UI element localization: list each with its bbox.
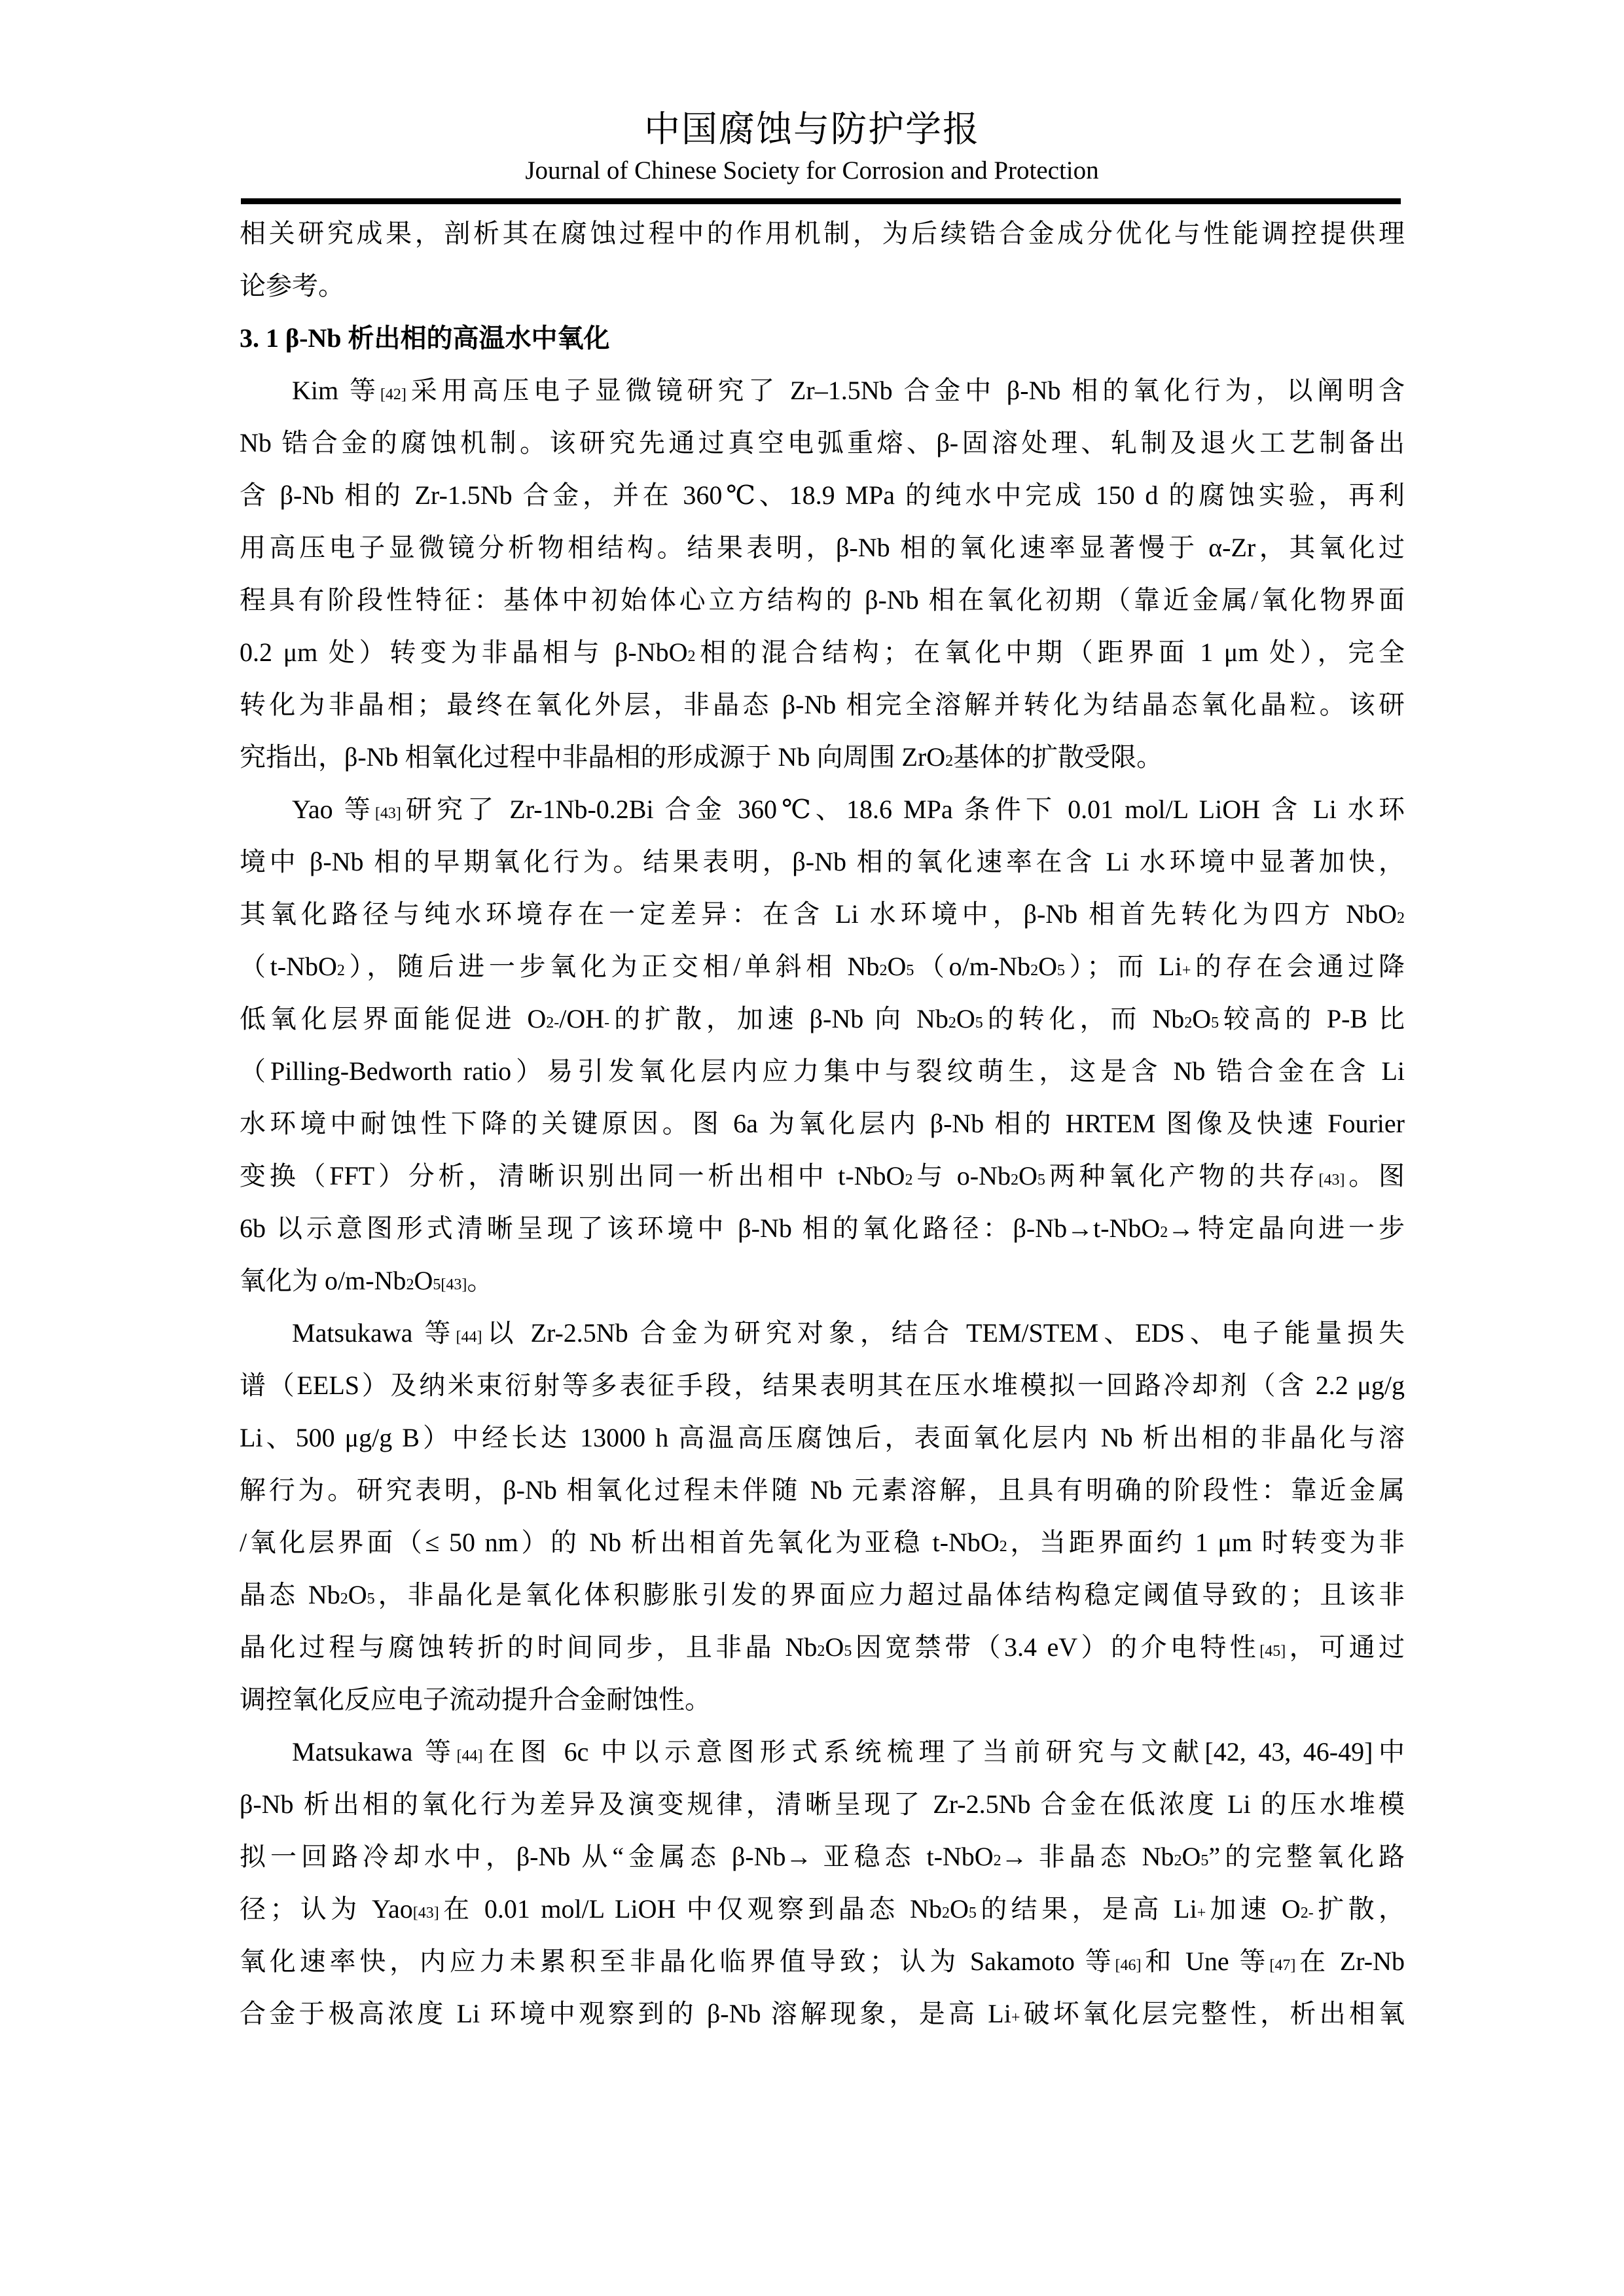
- text-line: Nb 锆合金的腐蚀机制。该研究先通过真空电弧重熔、β-固溶处理、轧制及退火工艺制备出: [240, 428, 1405, 457]
- text-line: 谱（EELS）及纳米束衍射等多表征手段，结果表明其在压水堆模拟一回路冷却剂（含 2.2 μg/g: [240, 1371, 1405, 1400]
- text-line: （t-NbO$_2$），随后进一步氧化为正交相/单斜相 $Nb_2O_5(o/m-Nb_2O_5)$；而 Li+的存在会通过降: [240, 952, 1405, 981]
- text-line: Kim 等[42]采用高压电子显微镜研究了 Zr–1.5Nb 合金中 β-Nb 相的氧化行为，以阐明含: [292, 376, 1405, 405]
- text-line: 拟一回路冷却水中，β-Nb 从“金属态 β-Nb→ 亚稳态 t-NbO$_2$→ 非晶态 $Nb_2O_5$”的完整氧化路: [240, 1842, 1405, 1871]
- text-line: 转化为非晶相；最终在氧化外层，非晶态 β-Nb 相完全溶解并转化为结晶态氧化晶粒。该研: [240, 690, 1405, 719]
- article-body: [240, 207, 1405, 2040]
- paragraph: [240, 1726, 1405, 2040]
- text-line: 论参考。: [240, 271, 344, 300]
- text-line: Li、500 μg/g B）中经长达 13000 h 高温高压腐蚀后，表面氧化层内 Nb 析出相的非晶化与溶: [240, 1423, 1405, 1452]
- header-rule: [241, 198, 1401, 204]
- text-line: 水环境中耐蚀性下降的关键原因。图 6a 为氧化层内 β-Nb 相的 HRTEM 图像及快速 Fourier: [240, 1109, 1405, 1138]
- paragraph: [240, 783, 1405, 1307]
- text-line: Matsukawa 等[44]以 Zr-2.5Nb 合金为研究对象，结合 TEM/STEM、EDS、电子能量损失: [292, 1318, 1405, 1348]
- text-line: Yao 等[43]研究了 Zr-1Nb-0.2Bi 合金 360℃、18.6 MPa 条件下 0.01 mol/L LiOH 含 Li 水环: [292, 795, 1405, 824]
- text-line: 径；认为 Yao[43]在 0.01 mol/L LiOH 中仅观察到晶态 $Nb_2O_5$的结果，是高 Li+加速 $O^{2-}$扩散，: [240, 1894, 1405, 1924]
- text-line: 程具有阶段性特征：基体中初始体心立方结构的 β-Nb 相在氧化初期（靠近金属/氧化物界面: [240, 585, 1405, 615]
- text-line: 解行为。研究表明，β-Nb 相氧化过程未伴随 Nb 元素溶解，且具有明确的阶段性：靠近金属: [240, 1475, 1405, 1505]
- text-line: 含 β-Nb 相的 Zr-1.5Nb 合金，并在 360℃、18.9 MPa 的纯水中完成 150 d 的腐蚀实验，再利: [240, 480, 1405, 510]
- journal-title-chinese: 中国腐蚀与防护学报: [643, 109, 980, 149]
- text-line: β-Nb 析出相的氧化行为差异及演变规律，清晰呈现了 Zr-2.5Nb 合金在低浓度 Li 的压水堆模: [240, 1789, 1405, 1819]
- paragraph: [240, 1307, 1405, 1726]
- section-heading: 3. 1 β-Nb 析出相的高温水中氧化: [240, 323, 610, 353]
- journal-title-english: Journal of Chinese Society for Corrosion and Protection: [525, 156, 1099, 185]
- text-line: 0.2 μm 处）转变为非晶相与 β-NbO$_2$相的混合结构；在氧化中期（距界面 1 μm 处），完全: [240, 637, 1405, 667]
- text-line: 其氧化路径与纯水环境存在一定差异：在含 Li 水环境中，β-Nb 相首先转化为四方 NbO$_2$: [240, 899, 1405, 929]
- text-line: （Pilling-Bedworth ratio）易引发氧化层内应力集中与裂纹萌生，这是含 Nb 锆合金在含 Li: [240, 1056, 1405, 1086]
- text-line: 究指出，β-Nb 相氧化过程中非晶相的形成源于 Nb 向周围 ZrO$_2$基体的扩散受限。: [240, 742, 1163, 772]
- text-line: 低氧化层界面能促进 $O^{2-}/OH^-$的扩散，加速 β-Nb 向 $Nb_2O_5$的转化，而 $Nb_2O_5$较高的 P-B 比: [240, 1004, 1405, 1033]
- text-line: /氧化层界面（≤ 50 nm）的 Nb 析出相首先氧化为亚稳 t-NbO$_2$，当距界面约 1 μm 时转变为非: [240, 1528, 1405, 1557]
- paragraph: [240, 207, 1405, 312]
- text-line: 调控氧化反应电子流动提升合金耐蚀性。: [240, 1685, 711, 1714]
- text-line: 用高压电子显微镜分析物相结构。结果表明，β-Nb 相的氧化速率显著慢于 α-Zr，其氧化过: [240, 533, 1405, 562]
- text-line: 变换（FFT）分析，清晰识别出同一析出相中 t-NbO$_2$与 $o-Nb_2O_5$两种氧化产物的共存[43]。图: [240, 1161, 1405, 1191]
- text-line: 6b 以示意图形式清晰呈现了该环境中 β-Nb 相的氧化路径：β-Nb→t-NbO$_2$→特定晶向进一步: [240, 1213, 1405, 1243]
- text-line: 氧化速率快，内应力未累积至非晶化临界值导致；认为 Sakamoto 等[46]和 Une 等[47]在 Zr-Nb: [240, 1946, 1405, 1976]
- text-line: 相关研究成果，剖析其在腐蚀过程中的作用机制，为后续锆合金成分优化与性能调控提供理: [240, 219, 1405, 248]
- text-line: 氧化为 $o/m-Nb_2O_5[43]$。: [240, 1266, 494, 1295]
- paragraph: [240, 365, 1405, 783]
- text-line: 晶态 $Nb_2O_5$，非晶化是氧化体积膨胀引发的界面应力超过晶体结构稳定阈值导致的；且该非: [240, 1580, 1405, 1609]
- text-line: 合金于极高浓度 Li 环境中观察到的 β-Nb 溶解现象，是高 Li+破坏氧化层完整性，析出相氧: [240, 1999, 1405, 2028]
- text-line: 境中 β-Nb 相的早期氧化行为。结果表明，β-Nb 相的氧化速率在含 Li 水环境中显著加快，: [240, 847, 1405, 876]
- text-line: 晶化过程与腐蚀转折的时间同步，且非晶 $Nb_2O_5$因宽禁带（3.4 eV）的介电特性[45]，可通过: [240, 1632, 1405, 1662]
- text-line: Matsukawa 等[44]在图 6c 中以示意图形式系统梳理了当前研究与文献[42, 43, 46-49]中: [292, 1737, 1405, 1767]
